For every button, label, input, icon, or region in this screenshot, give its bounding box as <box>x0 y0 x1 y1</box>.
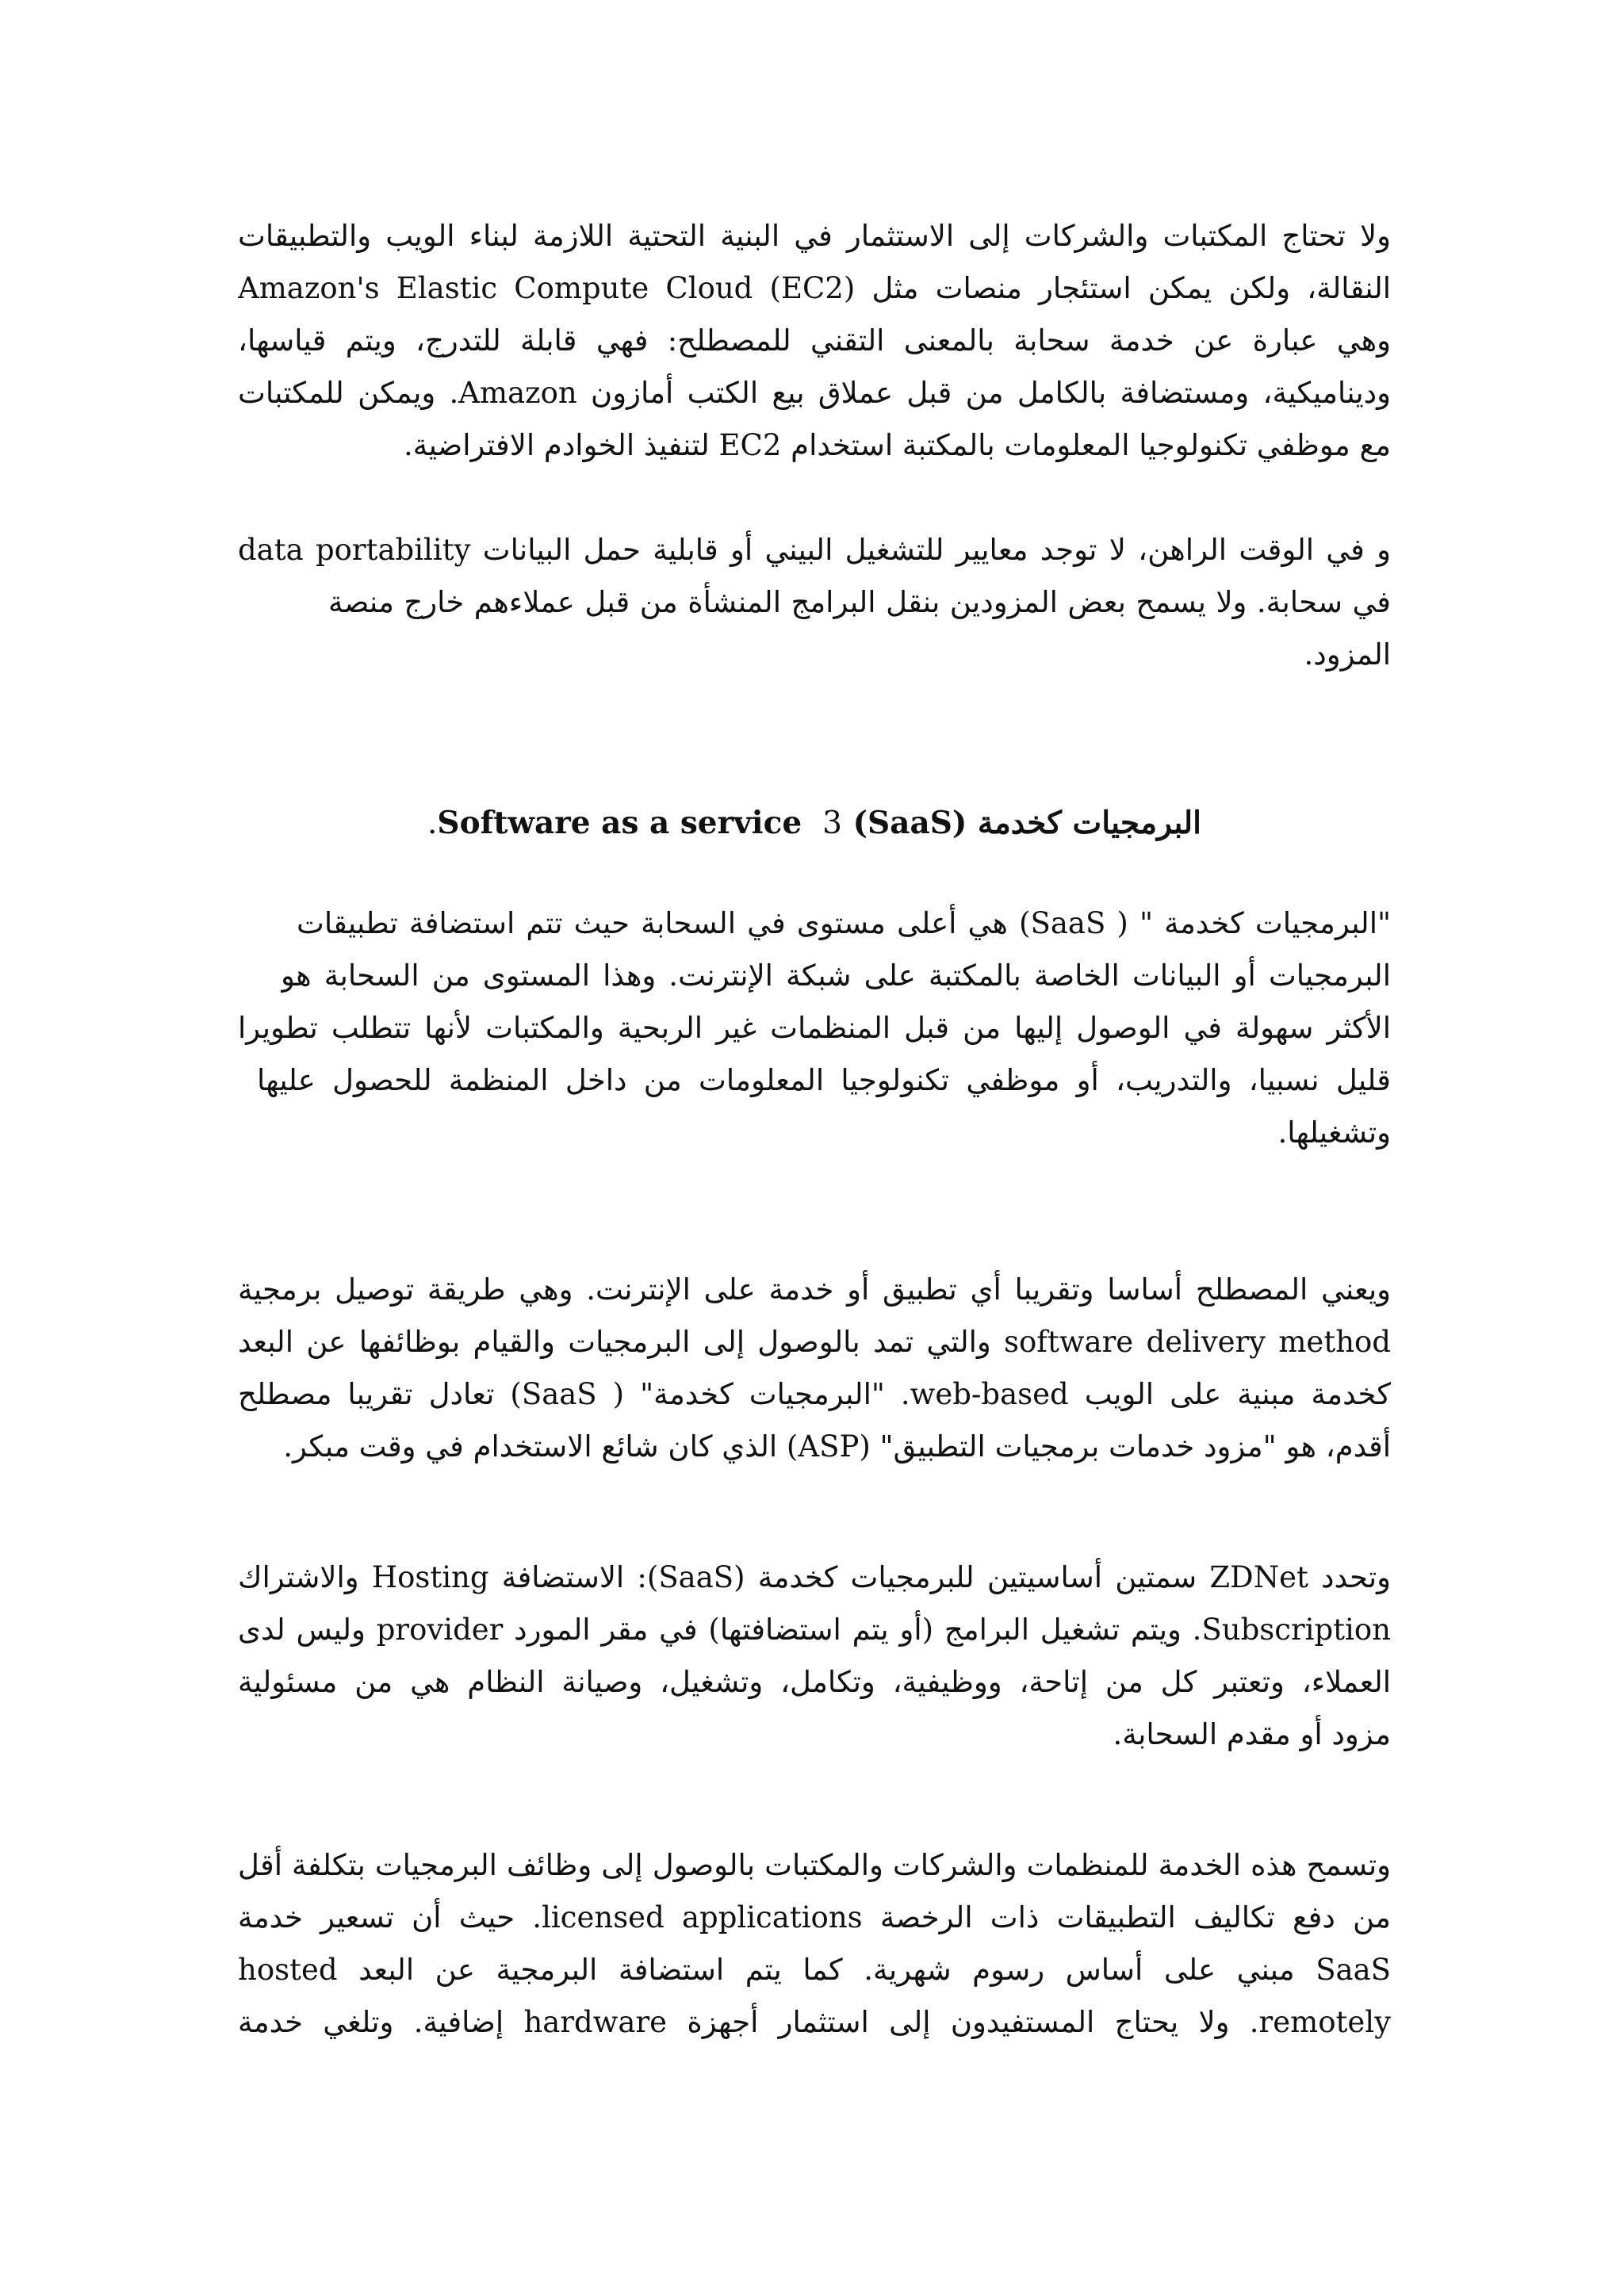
paragraph-cost <box>238 1839 1391 2049</box>
paragraph-saas-definition <box>238 897 1391 1159</box>
text-line: المزود. <box>1304 637 1391 672</box>
text-line: وتشغيلها. <box>1277 1115 1391 1150</box>
text-line: SaaS مبني على أساس رسوم شهرية. كما يتم استضافة البرمجية عن البعد hosted <box>238 1953 1391 1987</box>
section-number: 3. <box>427 806 842 841</box>
text-line: مزود أو مقدم السحابة. <box>1113 1717 1391 1751</box>
text-line: Subscription. ويتم تشغيل البرامج (أو يتم استضافتها) في مقر المورد provider وليس لدى <box>238 1613 1391 1647</box>
paragraph-zdnet <box>238 1552 1391 1761</box>
text-line: العملاء، وتعتبر كل من إتاحة، ووظيفية، وتكامل، وتشغيل، وصيانة النظام هي من مسئولية <box>238 1665 1391 1699</box>
text-line: النقالة، ولكن يمكن استئجار منصات مثل Amazon's Elastic Compute Cloud (EC2) <box>238 271 1391 305</box>
text-line: قليل نسبيا، والتدريب، أو موظفي تكنولوجيا المعلومات من داخل المنظمة للحصول عليها <box>257 1063 1391 1097</box>
text-line: البرمجيات أو البيانات الخاصة بالمكتبة على شبكة الإنترنت. وهذا المستوى من السحابة هو <box>281 959 1391 993</box>
text-line: وديناميكية، ومستضافة بالكامل من قبل عملاق بيع الكتب أمازون Amazon. ويمكن للمكتبات <box>238 376 1391 410</box>
section-heading <box>238 797 1391 850</box>
section-heading-text: البرمجيات كخدمة (SaaS) Software as a service <box>437 805 1201 841</box>
text-line: مع موظفي تكنولوجيا المعلومات بالمكتبة استخدام EC2 لتنفيذ الخوادم الافتراضية. <box>404 428 1391 462</box>
text-line: الأكثر سهولة في الوصول إليها من قبل المنظمات غير الربحية والمكتبات لأنها تتطلب تطويرا <box>238 1011 1391 1045</box>
text-line: من دفع تكاليف التطبيقات ذات الرخصة licensed applications. حيث أن تسعير خدمة <box>238 1900 1391 1934</box>
text-line: كخدمة مبنية على الويب web-based. "البرمجيات كخدمة" ( SaaS) تعادل تقريبا مصطلح <box>238 1377 1391 1411</box>
text-line: و في الوقت الراهن، لا توجد معايير للتشغيل البيني أو قابلية حمل البيانات data portability <box>238 533 1391 567</box>
text-line: ولا تحتاج المكتبات والشركات إلى الاستثمار في البنية التحتية اللازمة لبناء الويب والتطبيقات <box>238 219 1391 253</box>
text-line: "البرمجيات كخدمة " ( SaaS) هي أعلى مستوى في السحابة حيث تتم استضافة تطبيقات <box>297 906 1391 940</box>
text-line: أقدم، هو "مزود خدمات برمجيات التطبيق" (ASP) الذي كان شائع الاستخدام في وقت مبكر. <box>283 1429 1391 1464</box>
text-line: في سحابة. ولا يسمح بعض المزودين بنقل البرامج المنشأة من قبل عملاءهم خارج منصة <box>328 585 1391 619</box>
text-line: وهي عبارة عن خدمة سحابة بالمعنى التقني للمصطلح: فهي قابلة للتدرج، ويتم قياسها، <box>238 323 1391 358</box>
text-line: remotely. ولا يحتاج المستفيدون إلى استثمار أجهزة hardware إضافية. وتلغي خدمة <box>238 2005 1391 2039</box>
text-line: وتسمح هذه الخدمة للمنظمات والشركات والمكتبات بالوصول إلى وظائف البرمجيات بتكلفة أقل <box>238 1848 1391 1882</box>
paragraph-portability <box>238 524 1391 681</box>
text-line: ويعني المصطلح أساسا وتقريبا أي تطبيق أو خدمة على الإنترنت. وهي طريقة توصيل برمجية <box>238 1272 1391 1307</box>
text-line: software delivery method والتي تمد بالوصول إلى البرمجيات والقيام بوظائفها عن البعد <box>238 1325 1391 1359</box>
paragraph-ec2 <box>238 210 1391 472</box>
text-line: وتحدد ZDNet سمتين أساسيتين للبرمجيات كخدمة (SaaS): الاستضافة Hosting والاشتراك <box>238 1560 1391 1594</box>
paragraph-saas-term <box>238 1264 1391 1473</box>
